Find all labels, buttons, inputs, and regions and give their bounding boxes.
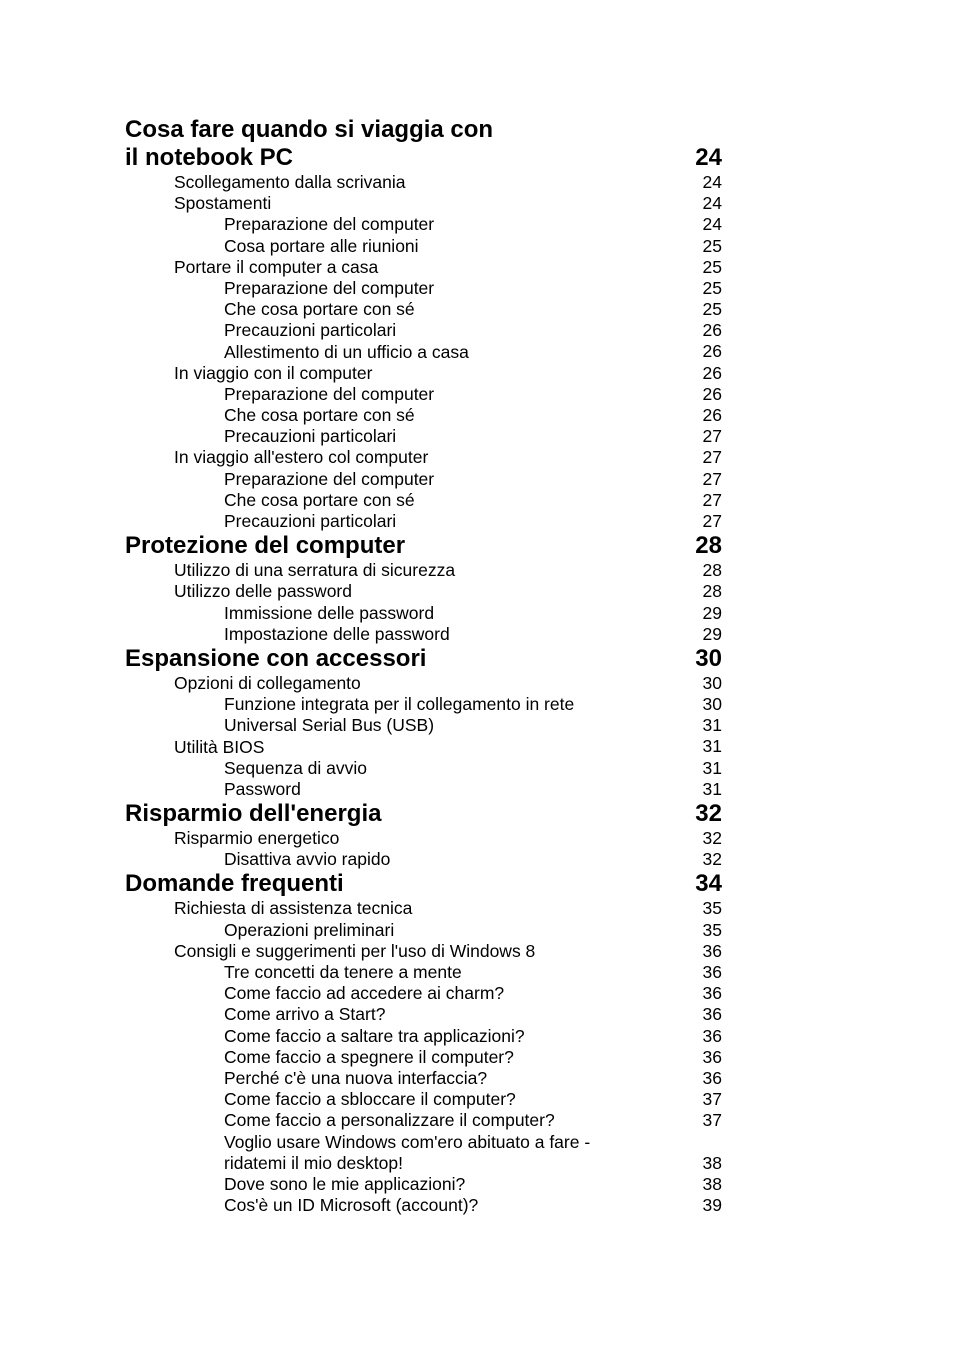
toc-page-number: 36	[702, 940, 722, 961]
toc-subsection[interactable]	[125, 299, 722, 320]
toc-entry-title: Preparazione del computer	[224, 214, 435, 235]
toc-page-number: 38	[702, 1152, 722, 1173]
toc-chapter[interactable]	[125, 870, 722, 898]
toc-subsection[interactable]	[125, 983, 722, 1004]
toc-subsection[interactable]	[125, 490, 722, 511]
toc-page-number: 36	[702, 1004, 722, 1025]
toc-subsection[interactable]	[125, 1089, 722, 1110]
toc-page-number: 30	[702, 672, 722, 693]
toc-subsection[interactable]	[125, 1068, 722, 1089]
toc-section[interactable]	[125, 941, 722, 962]
toc-page-number: 26	[702, 383, 722, 404]
toc-entry-title: Preparazione del computer	[224, 383, 435, 404]
toc-page-number: 36	[702, 1046, 722, 1067]
toc-entry-title: In viaggio con il computer	[174, 362, 373, 383]
toc-page-number: 29	[702, 602, 722, 623]
toc-entry-title: Risparmio energetico	[174, 828, 340, 849]
toc-subsection[interactable]	[125, 920, 722, 941]
toc-page-number: 37	[702, 1110, 722, 1131]
toc-entry-title: Come arrivo a Start?	[224, 1004, 386, 1025]
toc-page-number: 32	[702, 828, 722, 849]
toc-page-number: 27	[702, 447, 722, 468]
toc-entry-title: Impostazione delle password	[224, 623, 450, 644]
toc-page-number: 39	[702, 1195, 722, 1216]
toc-page-number: 26	[702, 405, 722, 426]
toc-section[interactable]	[125, 257, 722, 278]
table-of-contents	[125, 116, 722, 1216]
toc-entry-title: Disattiva avvio rapido	[224, 849, 391, 870]
toc-entry-title: Preparazione del computer	[224, 277, 435, 298]
toc-subsection[interactable]	[125, 1026, 722, 1047]
toc-entry-title: Allestimento di un ufficio a casa	[224, 341, 469, 362]
toc-entry-title: Utilità BIOS	[174, 736, 265, 757]
toc-page-number: 27	[702, 426, 722, 447]
toc-entry-title: Come faccio a spegnere il computer?	[224, 1046, 514, 1067]
toc-page-number: 25	[702, 235, 722, 256]
toc-entry-title: Cos'è un ID Microsoft (account)?	[224, 1195, 479, 1216]
toc-page-number: 25	[702, 299, 722, 320]
toc-page-number: 32	[702, 849, 722, 870]
toc-section[interactable]	[125, 581, 722, 602]
toc-subsection[interactable]	[125, 1132, 722, 1174]
toc-page-number: 35	[702, 898, 722, 919]
toc-entry-title: Funzione integrata per il collegamento in rete	[224, 694, 575, 715]
toc-entry-title: Sequenza di avvio	[224, 757, 368, 778]
toc-subsection[interactable]	[125, 1174, 722, 1195]
toc-entry-title: In viaggio all'estero col computer	[174, 447, 429, 468]
toc-subsection[interactable]	[125, 342, 722, 363]
toc-subsection[interactable]	[125, 236, 722, 257]
toc-entry-title: Immissione delle password	[224, 602, 435, 623]
toc-entry-title: Portare il computer a casa	[174, 256, 379, 277]
toc-page-number: 37	[702, 1089, 722, 1110]
toc-entry-title: Espansione con accessori	[125, 644, 427, 672]
toc-section[interactable]	[125, 193, 722, 214]
toc-entry-title: Spostamenti	[174, 193, 272, 214]
toc-page-number: 24	[702, 193, 722, 214]
toc-entry-title: Opzioni di collegamento	[174, 672, 361, 693]
toc-entry-title: Scollegamento dalla scrivania	[174, 172, 406, 192]
toc-entry-title: Consigli e suggerimenti per l'uso di Windows 8	[174, 940, 536, 961]
toc-page-number: 27	[702, 468, 722, 489]
toc-page-number: 29	[702, 623, 722, 644]
toc-page-number: 31	[702, 778, 722, 799]
toc-page-number: 31	[702, 715, 722, 736]
toc-page-number: 31	[702, 757, 722, 778]
toc-subsection[interactable]	[125, 779, 722, 800]
toc-entry-title: Precauzioni particolari	[224, 511, 397, 531]
toc-entry-title: Richiesta di assistenza tecnica	[174, 898, 413, 919]
toc-subsection[interactable]	[125, 214, 722, 235]
toc-section[interactable]	[125, 828, 722, 849]
toc-subsection[interactable]	[125, 1110, 722, 1131]
toc-page-number: 30	[695, 644, 722, 672]
toc-page-number: 28	[695, 532, 722, 560]
toc-page-number: 24	[702, 171, 722, 192]
toc-subsection[interactable]	[125, 1004, 722, 1025]
toc-entry-title: Voglio usare Windows com'ero abituato a fare - ridatemi il mio desktop!	[224, 1131, 591, 1173]
toc-chapter[interactable]	[125, 116, 722, 172]
toc-subsection[interactable]	[125, 469, 722, 490]
toc-subsection[interactable]	[125, 405, 722, 426]
toc-entry-title: Tre concetti da tenere a mente	[224, 962, 462, 982]
toc-page-number: 24	[702, 214, 722, 235]
toc-entry-title: Universal Serial Bus (USB)	[224, 715, 435, 736]
toc-entry-title: Come faccio a sbloccare il computer?	[224, 1089, 516, 1110]
toc-page-number: 25	[702, 277, 722, 298]
toc-subsection[interactable]	[125, 426, 722, 447]
toc-entry-title: Protezione del computer	[125, 532, 406, 560]
toc-entry-title: Password	[224, 778, 301, 799]
toc-subsection[interactable]	[125, 278, 722, 299]
toc-page-number: 36	[702, 1025, 722, 1046]
toc-chapter[interactable]	[125, 800, 722, 828]
toc-page-number: 25	[702, 256, 722, 277]
toc-subsection[interactable]	[125, 758, 722, 779]
toc-subsection[interactable]	[125, 1195, 722, 1216]
toc-entry-title: Precauzioni particolari	[224, 320, 397, 341]
toc-entry-title: Domande frequenti	[125, 870, 344, 898]
toc-page-number: 31	[702, 736, 722, 757]
toc-page-number: 26	[702, 362, 722, 383]
toc-subsection[interactable]	[125, 511, 722, 532]
toc-section[interactable]	[125, 673, 722, 694]
toc-page-number: 36	[702, 1067, 722, 1088]
toc-subsection[interactable]	[125, 603, 722, 624]
toc-entry-title: Che cosa portare con sé	[224, 405, 415, 426]
toc-page-number: 36	[702, 961, 722, 982]
toc-entry-title: Perché c'è una nuova interfaccia?	[224, 1067, 488, 1088]
toc-subsection[interactable]	[125, 849, 722, 870]
toc-entry-title: Precauzioni particolari	[224, 426, 397, 447]
toc-page-number: 24	[695, 144, 722, 171]
toc-page-number: 26	[702, 341, 722, 362]
toc-entry-title: Risparmio dell'energia	[125, 800, 382, 828]
toc-page-number: 32	[695, 800, 722, 828]
toc-page-number: 26	[702, 320, 722, 341]
toc-section[interactable]	[125, 737, 722, 758]
toc-page-number: 36	[702, 983, 722, 1004]
toc-entry-title: Che cosa portare con sé	[224, 299, 415, 320]
toc-entry-title: Come faccio a personalizzare il computer?	[224, 1110, 555, 1131]
toc-section[interactable]	[125, 560, 722, 581]
toc-subsection[interactable]	[125, 715, 722, 736]
toc-entry-title: Come faccio a saltare tra applicazioni?	[224, 1025, 525, 1046]
toc-entry-title: Utilizzo di una serratura di sicurezza	[174, 560, 456, 581]
toc-entry-title: Dove sono le mie applicazioni?	[224, 1173, 466, 1194]
toc-section[interactable]	[125, 898, 722, 919]
toc-entry-title: Che cosa portare con sé	[224, 489, 415, 510]
toc-entry-title: Utilizzo delle password	[174, 581, 352, 602]
toc-subsection[interactable]	[125, 384, 722, 405]
toc-page-number: 27	[702, 489, 722, 510]
toc-section[interactable]	[125, 447, 722, 468]
toc-entry-title: Come faccio ad accedere ai charm?	[224, 983, 505, 1004]
toc-section[interactable]	[125, 172, 722, 193]
toc-page-number: 30	[702, 694, 722, 715]
toc-subsection[interactable]	[125, 624, 722, 645]
toc-chapter[interactable]	[125, 645, 722, 673]
toc-entry-title: Operazioni preliminari	[224, 919, 395, 940]
toc-chapter[interactable]	[125, 532, 722, 560]
toc-entry-title: Cosa portare alle riunioni	[224, 235, 419, 256]
toc-page-number: 38	[702, 1173, 722, 1194]
toc-page-number: 28	[702, 560, 722, 581]
toc-section[interactable]	[125, 363, 722, 384]
toc-page-number: 34	[695, 870, 722, 898]
toc-subsection[interactable]	[125, 1047, 722, 1068]
toc-entry-title: Preparazione del computer	[224, 468, 435, 489]
toc-subsection[interactable]	[125, 962, 722, 983]
toc-entry-title: Cosa fare quando si viaggia con il notebook PC	[125, 116, 494, 171]
toc-subsection[interactable]	[125, 694, 722, 715]
toc-page-number: 28	[702, 581, 722, 602]
toc-subsection[interactable]	[125, 320, 722, 341]
toc-page-number: 27	[702, 510, 722, 531]
toc-page-number: 35	[702, 919, 722, 940]
